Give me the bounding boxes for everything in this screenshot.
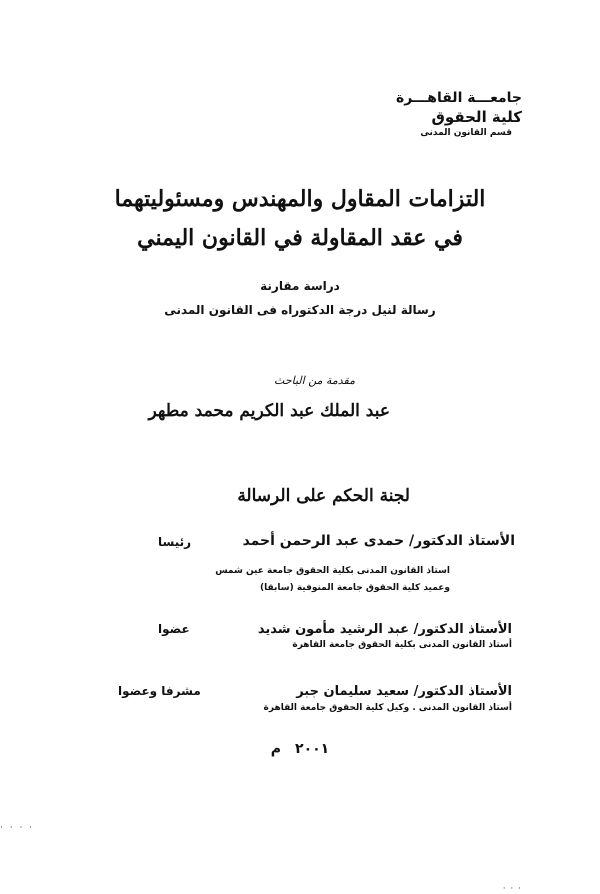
study-type: دراسة مقارنة [260,279,340,293]
committee-member-description: أستاذ القانون المدنى . وكيل كلية الحقوق جامعة القاهرة [263,703,512,713]
thesis-title-line-1: التزامات المقاول والمهندس ومسئوليتهما [114,186,486,212]
scan-speckle: · · · [502,884,522,894]
thesis-title-line-2: في عقد المقاولة في القانون اليمني [137,225,463,251]
committee-member-description: استاذ القانون المدنى بكلية الحقوق جامعة عين شمس [215,566,450,576]
university-name: جامعـــة القاهـــرة [395,90,522,106]
committee-member-name: الأستاذ الدكتور/ سعيد سليمان جبر [296,684,512,699]
committee-member-description: أستاذ القانون المدنى بكلية الحقوق جامعة القاهرة [292,640,512,650]
year-suffix: م [270,741,282,757]
degree-statement: رسالة لنيل درجة الدكتوراه فى القانون المدنى [164,303,436,317]
author-name: عبد الملك عبد الكريم محمد مطهر [148,401,390,421]
presented-by-label: مقدمة من الباحث [274,374,355,387]
committee-member-name: الأستاذ الدكتور/ عبد الرشيد مأمون شديد [257,622,512,637]
year-number: ٢٠٠١ [295,741,330,757]
scan-speckle: · · · · [0,823,35,833]
committee-member-name: الأستاذ الدكتور/ حمدى عبد الرحمن أحمد [242,533,515,549]
year [0,741,600,757]
faculty-name: كلية الحقوق [431,108,522,126]
committee-member-role: رئيسا [158,535,192,549]
department-name: قسم القانون المدنى [420,128,512,138]
committee-member-description: وعميد كلية الحقوق جامعة المنوفية (سابقا) [260,583,450,593]
committee-member-role: عضوا [158,622,190,636]
committee-member-role: مشرفا وعضوا [118,684,201,698]
committee-heading: لجنة الحكم على الرسالة [237,486,410,506]
